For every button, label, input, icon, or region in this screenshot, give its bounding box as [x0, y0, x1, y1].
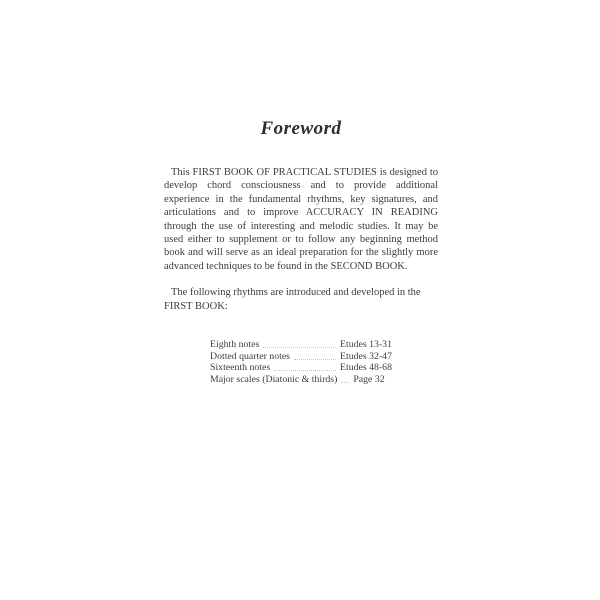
- leader-line: [294, 359, 336, 360]
- intro-line: The following rhythms are introduced and developed in the FIRST BOOK:: [164, 287, 421, 312]
- rhythm-list: [210, 339, 412, 385]
- leader-line: [263, 347, 336, 348]
- rhythm-list-item: [210, 339, 412, 350]
- foreword-content: [164, 118, 438, 385]
- rhythm-list-item: [210, 362, 412, 373]
- page-title: Foreword: [260, 118, 342, 139]
- leader-line: [341, 382, 349, 383]
- rhythm-list-item: [210, 350, 412, 361]
- rhythm-value: Etudes 13-31: [340, 339, 392, 351]
- rhythm-label: Sixteenth notes: [210, 362, 271, 374]
- rhythm-label: Major scales (Diatonic & thirds): [210, 373, 338, 385]
- leader-line: [274, 370, 336, 371]
- rhythm-label: Eighth notes: [210, 339, 260, 351]
- rhythm-value: Etudes 48-68: [340, 362, 392, 374]
- rhythm-label: Dotted quarter notes: [210, 350, 290, 362]
- rhythm-list-item: [210, 373, 412, 384]
- rhythm-value: Page 32: [353, 373, 385, 385]
- rhythm-value: Etudes 32-47: [340, 350, 392, 362]
- foreword-paragraph: This FIRST BOOK OF PRACTICAL STUDIES is designed to develop chord consciousness and to provide additional experience in the fundamental rhythms, key signatures, and articulations and to improve ACCURACY IN READING through the use of interesting and melodic studies. It may be used either to supplement or to follow any beginning method book and will serve as an ideal preparation for the slightly more advanced techniques to be found in the SECOND BOOK.: [164, 167, 438, 272]
